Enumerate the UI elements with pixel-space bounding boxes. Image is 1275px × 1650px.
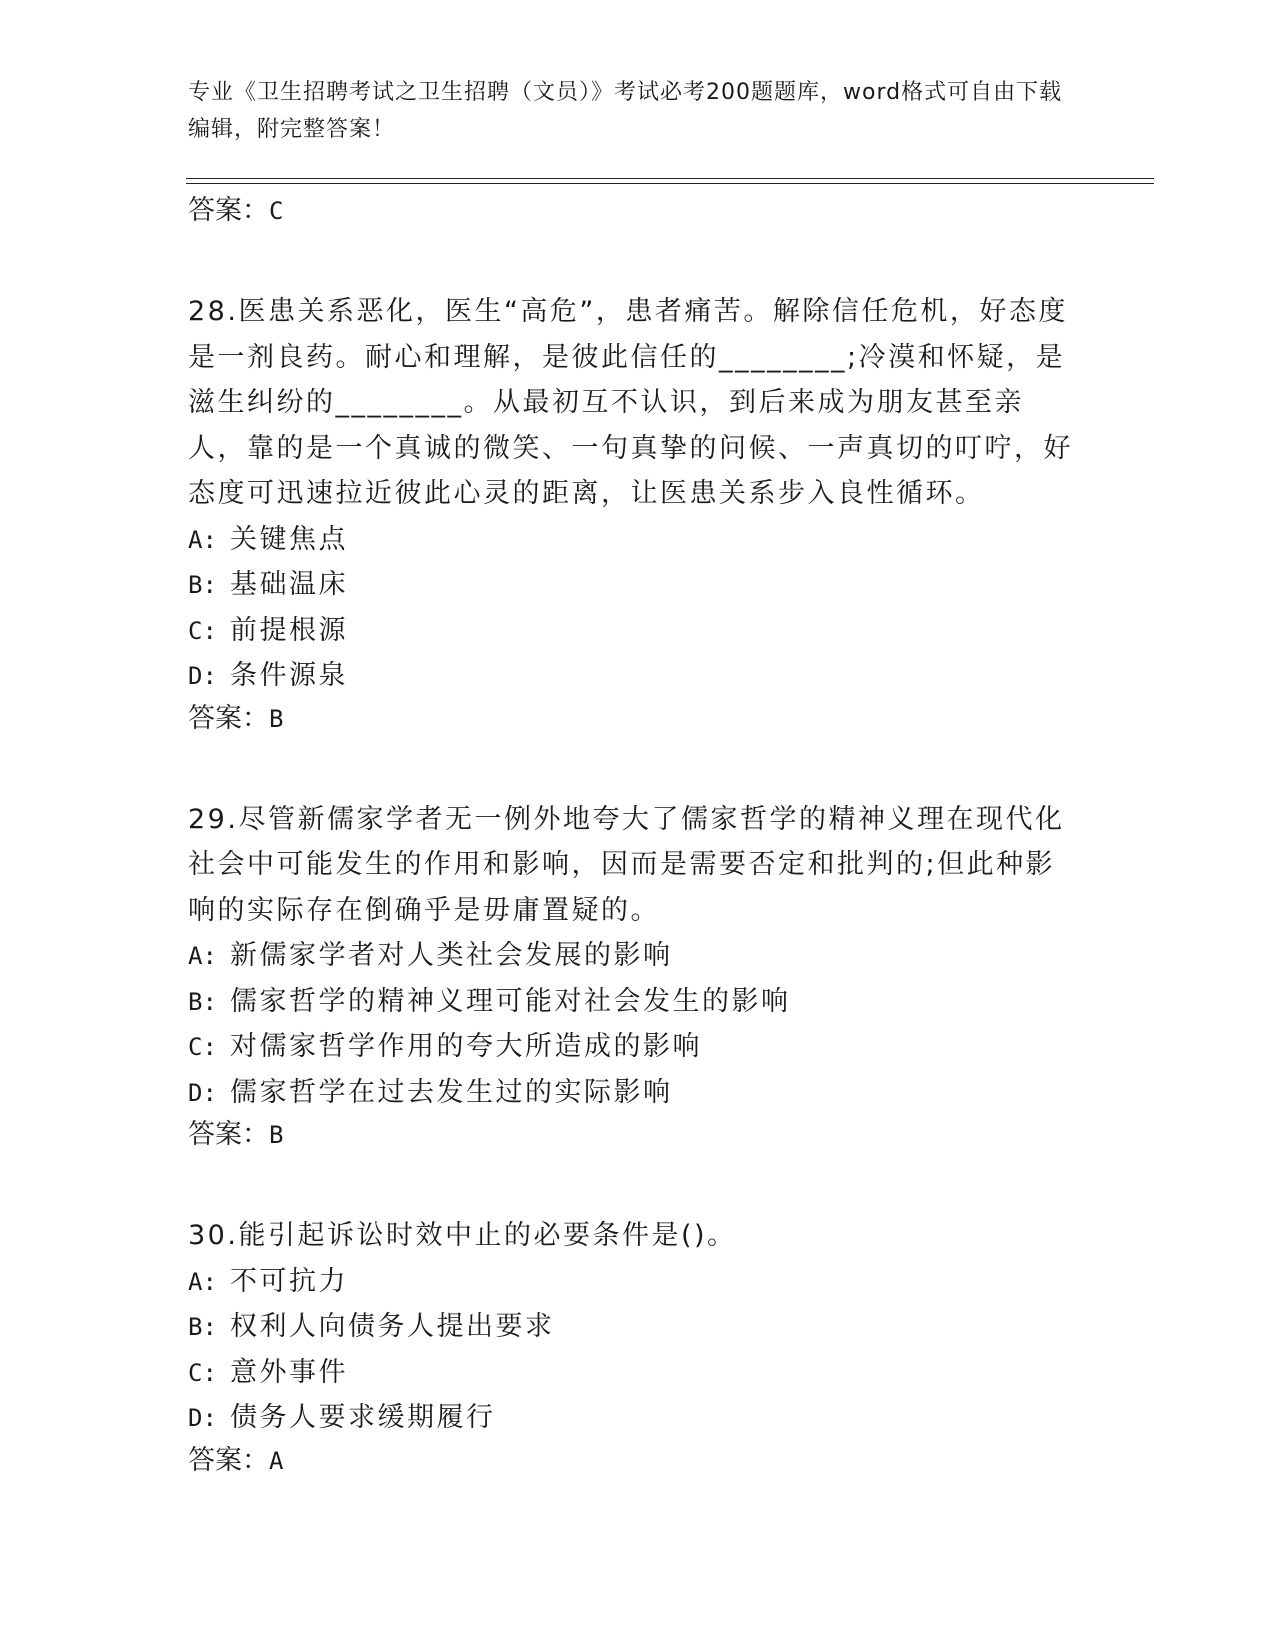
- spacer: [188, 231, 1078, 289]
- answer-line: [188, 1441, 1078, 1481]
- option-text: 对儒家哲学作用的夸大所造成的影响: [230, 1031, 702, 1062]
- answer-label: 答案：: [188, 1119, 269, 1150]
- answer-value: A: [269, 1446, 284, 1475]
- option-c: [188, 1350, 1078, 1396]
- option-b: [188, 1304, 1078, 1350]
- question-text: 29.尽管新儒家学者无一例外地夸大了儒家哲学的精神义理在现代化社会中可能发生的作用和影响，因而是需要否定和批判的;但此种影响的实际存在倒确乎是毋庸置疑的。: [188, 803, 1065, 926]
- option-letter: D:: [188, 1078, 217, 1107]
- option-text: 儒家哲学在过去发生过的实际影响: [230, 1076, 673, 1108]
- option-letter: A:: [188, 942, 217, 970]
- question-block: [188, 289, 1078, 739]
- question-text: 28.医患关系恶化，医生“高危”，患者痛苦。解除信任危机，好态度是一剂良药。耐心和理解，是彼此信任的________;冷漠和怀疑，是滋生纠纷的________。从最初互不认识，到后来成为朋友甚至亲人，靠的是一个真诚的微笑、一句真挚的问候、一声真切的叮咛，好态度可迅速拉近彼此心灵的距离，让医患关系步入良性循环。: [188, 296, 1073, 509]
- option-text: 关键焦点: [230, 523, 348, 555]
- option-letter: D:: [188, 662, 217, 690]
- option-text: 不可抗力: [230, 1265, 348, 1297]
- document-body: [188, 191, 1078, 1481]
- option-text: 意外事件: [230, 1356, 348, 1388]
- answer-value: C: [269, 197, 284, 225]
- option-text: 新儒家学者对人类社会发展的影响: [230, 940, 673, 971]
- option-letter: D:: [188, 1404, 217, 1432]
- answer-line: [188, 1115, 1078, 1155]
- spacer: [188, 739, 1078, 797]
- header-divider-bottom: [186, 183, 1154, 184]
- option-letter: C:: [188, 1358, 217, 1387]
- answer-label: 答案：: [188, 702, 269, 734]
- spacer: [188, 1155, 1078, 1213]
- option-d: [188, 1070, 1078, 1116]
- header-divider-top: [186, 178, 1154, 179]
- answer-label: 答案：: [188, 1444, 269, 1476]
- option-a: [188, 517, 1078, 563]
- option-text: 权利人向债务人提出要求: [230, 1311, 555, 1342]
- option-d: [188, 1395, 1078, 1441]
- option-letter: B:: [188, 987, 217, 1016]
- option-text: 儒家哲学的精神义理可能对社会发生的影响: [230, 985, 791, 1017]
- document-header: 专业《卫生招聘考试之卫生招聘（文员）》考试必考200题题库，word格式可自由下载编辑，附完整答案！: [188, 80, 1063, 142]
- option-letter: B:: [188, 1313, 217, 1341]
- option-letter: A:: [188, 525, 217, 554]
- answer-value: B: [269, 704, 284, 733]
- answer-value: B: [269, 1121, 284, 1149]
- option-letter: C:: [188, 616, 217, 645]
- option-text: 前提根源: [230, 614, 348, 646]
- option-d: [188, 653, 1078, 699]
- option-b: [188, 562, 1078, 608]
- option-c: [188, 608, 1078, 654]
- option-text: 条件源泉: [230, 660, 348, 691]
- option-c: [188, 1024, 1078, 1070]
- question-text: 30.能引起诉讼时效中止的必要条件是()。: [188, 1220, 737, 1251]
- option-text: 基础温床: [230, 569, 348, 600]
- option-letter: C:: [188, 1033, 217, 1061]
- option-a: [188, 1259, 1078, 1305]
- option-a: [188, 933, 1078, 979]
- answer-label: 答案：: [188, 195, 269, 226]
- answer-line: [188, 191, 1078, 231]
- option-letter: A:: [188, 1267, 217, 1296]
- question-block: [188, 1213, 1078, 1481]
- option-b: [188, 979, 1078, 1025]
- answer-line: [188, 699, 1078, 739]
- option-letter: B:: [188, 571, 217, 599]
- option-text: 债务人要求缓期履行: [230, 1402, 496, 1433]
- question-block: [188, 797, 1078, 1156]
